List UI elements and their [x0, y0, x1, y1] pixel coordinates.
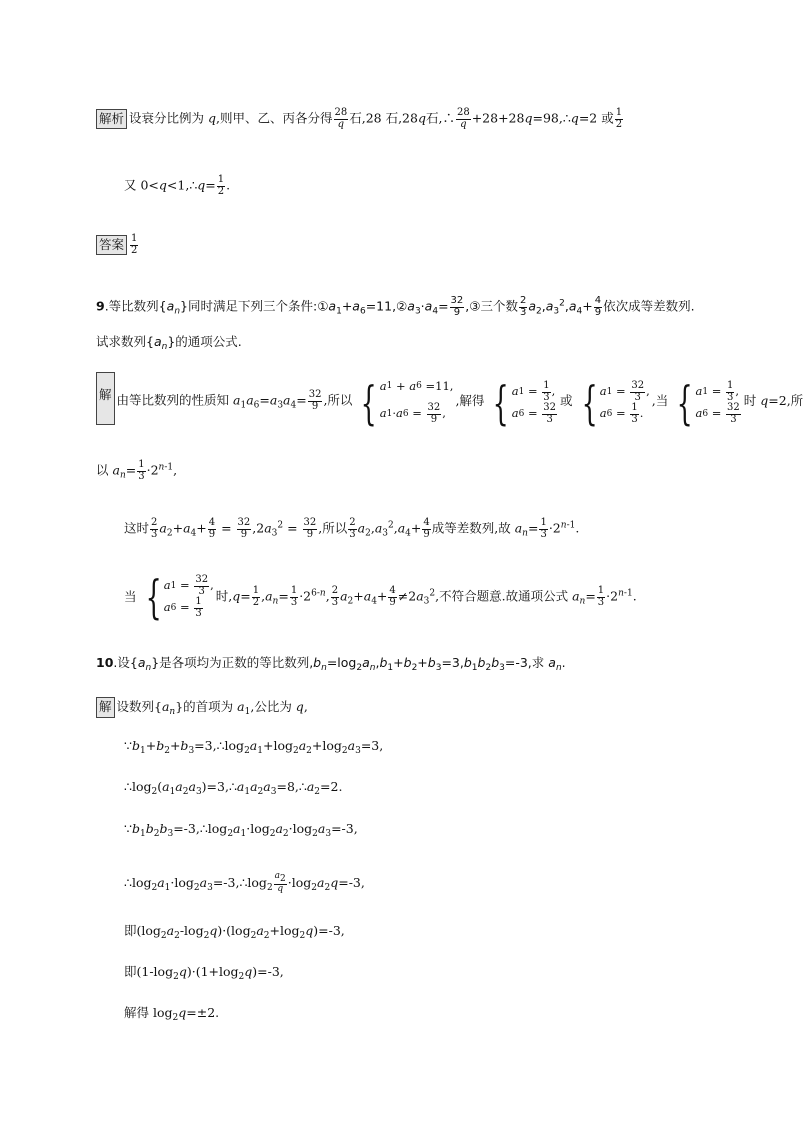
- q9-statement-line1: 9.等比数列$\{a_n\}$同时满足下列三个条件$:①a_1+a_6=11,②a_3\cdot a_4=$ $\frac{32}{9}$ ,③三个数 $\frac{2}{3}$ $a_2,a_3^2,a_4+$ $\frac{4}{9}$ 依次成等差数列.: [96, 295, 695, 318]
- answer-fraction: $\frac{1}{2}$: [131, 233, 138, 256]
- jie-label: 解: [96, 697, 115, 718]
- q9-solution-line3: 这时 $\frac{2}{3}$ $a_2+a_4+$ $\frac{4}{9}$ = $\frac{32}{9}$ $,2a_3^2$ = $\frac{32}{9}$ ,所以 $\frac{2}{3}$ $a_2,a_3^2,a_4+$ $\frac{4}{9}$ 成等差数列,故 $a_n=$ $\frac{1}{3}$ $\cdot 2^{n-1}$.: [124, 517, 580, 540]
- jiexi-label: 解析: [96, 109, 127, 130]
- p8-answer: [96, 234, 139, 256]
- p8-solution-line2: 又 0<q<1,∴q= $\frac{1}{2}$ .: [124, 174, 231, 197]
- fraction: $\frac{28}{q}$: [334, 107, 348, 130]
- q10-solution-line4: $\because b_1b_2b_3=-3,\therefore\log_2a_1\cdot\log_2a_2\cdot\log_2a_3=-3$,: [124, 821, 358, 839]
- system-solution-1: { a 1 = $\frac{1}{3}$ , a 6 = $\frac{32}{3}$: [493, 376, 556, 430]
- q9-solution-line4: 当 { a 1 = $\frac{32}{3}$ , a 6 = $\frac{1}{3}$ 时,q= $\frac{1}{2}$ $,a_n=$ $\frac{1}{3}$ $\cdot 2^{6-n}$, $\frac{2}{3}$ $a_2+a_4+$ $\frac{4}{9}$ $\ne 2a_3^2$,不符合题意.故通项公式 $a_n=$ $\frac{1}{3}$ $\cdot 2^{n-1}$.: [124, 570, 637, 624]
- q9-solution-line2: 以 $a_n=$ $\frac{1}{3}$ $\cdot 2^{n-1}$,: [96, 459, 178, 482]
- q10-solution-line6: 即$(\log_2a_2-\log_2q)\cdot(\log_2a_2+\log_2q)=-3$,: [124, 923, 345, 941]
- q10-statement: 10.设$\{a_n\}$是各项均为正数的等比数列$,b_n=\log_2a_n,b_1+b_2+b_3=3,b_1b_2b_3=-3$,求 $a_n$.: [96, 655, 566, 673]
- q10-solution-line2: $\because b_1+b_2+b_3=3,\therefore\log_2a_1+\log_2a_2+\log_2a_3=3$,: [124, 738, 384, 756]
- q10-solution-line5: $\therefore\log_2a_1\cdot\log_2a_3=-3,\therefore\log_2$ $\frac{a_2}{q}$ $\cdot\log_2a_2q=-3$,: [124, 871, 365, 895]
- q10-solution-line8: 解得 $\log_2q=\pm 2$.: [124, 1005, 220, 1023]
- system-case-1: { a 1 = $\frac{1}{3}$ , a 6 = $\frac{32}{3}$: [676, 376, 740, 430]
- system-solution-2: { a 1 = $\frac{32}{3}$ , a 6 = $\frac{1}{3}$ .: [581, 376, 650, 430]
- q9-solution-line1: 解 由等比数列的性质知 $a_1a_6=a_3a_4=$ $\frac{32}{9}$ ,所以 { a 1 + a 6 =11, a 1 · a 6 = $\frac{32}{9}$ , ,解得 { a 1 = $\frac{1}{3}$ , a 6 = $\frac{32}{3}$ 或 { a 1 = $\frac{32}{3}$ , a 6 = $\frac{1}{3}$ . ,当 { a 1 = $\frac{1}{3}$ , a 6 = $\frac{32}{3}$ 时 q=2,所: [96, 372, 803, 426]
- q10-solution-line3: $\therefore\log_2(a_1a_2a_3)=3,\therefore a_1a_2a_3=8,\therefore a_2=2$.: [124, 779, 343, 797]
- answer-label: 答案: [96, 235, 127, 256]
- q10-solution-line1: 解 设数列$\{a_n\}$的首项为 $a_1$,公比为 q,: [96, 697, 308, 718]
- q9-statement-line2: 试求数列$\{a_n\}$的通项公式.: [96, 334, 242, 352]
- jie-label: 解: [96, 372, 115, 425]
- system-given: { a 1 + a 6 =11, a 1 · a 6 = $\frac{32}{9}$ ,: [361, 376, 454, 430]
- system-case-2: { a 1 = $\frac{32}{3}$ , a 6 = $\frac{1}{3}$: [145, 570, 214, 624]
- fraction: $\frac{1}{2}$: [217, 174, 225, 197]
- p8-solution-line1: 解析 设衰分比例为 q,则甲、乙、丙各分得 $\frac{28}{q}$ 石,28 石,28q石,∴ $\frac{28}{q}$ +28+28q=98,∴q=2 或 $\frac{1}{2}$: [96, 108, 624, 130]
- fraction: $\frac{1}{2}$: [615, 107, 623, 130]
- q10-solution-line7: 即$(1-\log_2q)\cdot(1+\log_2q)=-3$,: [124, 964, 284, 982]
- fraction: $\frac{28}{q}$: [456, 107, 470, 130]
